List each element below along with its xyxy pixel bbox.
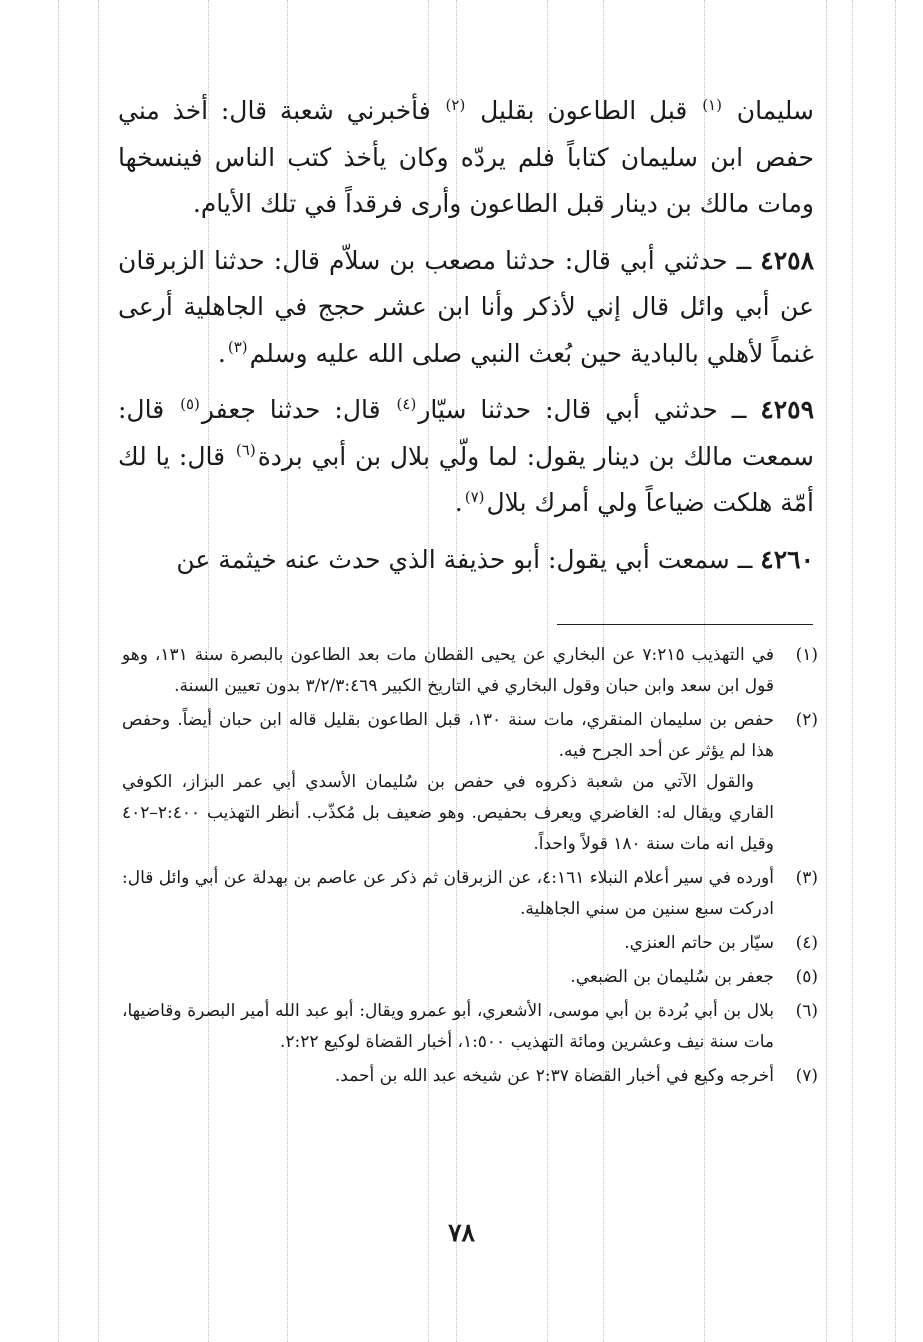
footnote-ref-7[interactable]: (٧) (464, 487, 485, 506)
footnote-text: في التهذيب ٧:٢١٥ عن البخاري عن يحيى القطان مات بعد الطاعون بالبصرة سنة ١٣١، وهو قول ابن سعد وابن حبان وقول البخاري في التاريخ الكبير ٣/٢/٣:٤٦٩ بدون تعيين السنة. (122, 645, 775, 696)
text-run: ــ سمعت أبي يقول: أبو حذيفة الذي حدث عنه خيثمة عن (176, 544, 753, 574)
scan-guide-line (826, 0, 827, 1342)
text-run: . (217, 338, 226, 368)
footnote-ref-5[interactable]: (٥) (180, 394, 200, 413)
footnote-text: حفص بن سليمان المنقري، مات سنة ١٣٠، قبل الطاعون بقليل قاله ابن حبان أيضاً. وحفص هذا لم يؤثر عن أحد الجرح فيه. (122, 710, 774, 761)
footnote-body (122, 863, 774, 925)
page-number: ٧٨ (448, 1218, 475, 1247)
text-run: ــ حدثني أبي قال: حدثنا سيّار (418, 395, 747, 424)
footnote-4 (122, 928, 818, 959)
paragraph-continuation (118, 88, 814, 228)
text-run: قال: سمعت مالك بن دينار يقول: لما ولّي بلال بن أبي بردة (118, 395, 815, 471)
footnote-ref-6[interactable]: (٦) (235, 441, 256, 460)
scan-guide-line (98, 0, 99, 1342)
text-run: قبل الطاعون بقليل (480, 96, 688, 125)
footnote-5 (122, 962, 818, 993)
footnote-text: والقول الآتي من شعبة ذكروه في حفص بن سُليمان الأسدي أبي عمر البزاز، الكوفي القاري ويقال له: الغاضري ويعرف بحفيص. وهو ضعيف بل مُكذّب. أنظر التهذيب ٢:٤٠٠–٤٠٢ وقيل انه مات سنة ١٨٠ قولاً واحداً. (122, 772, 774, 854)
text-run: فأخبرني شعبة قال: أخذ مني حفص ابن سليمان كتاباً فلم يردّه وكان يأخذ كتب الناس فينسخها ومات مالك بن دينار قبل الطاعون وأرى فرقداً في تلك الأيام. (118, 96, 814, 218)
text-run: قال: يا لك أمّة هلكت ضياعاً ولي أمرك بلال (118, 441, 814, 517)
footnote-ref-1[interactable]: (١) (702, 95, 722, 114)
hadith-4260 (118, 537, 814, 584)
footnote-marker: (٣) (795, 868, 818, 888)
hadith-number: ٤٢٥٩ (760, 395, 815, 424)
footnote-body (122, 705, 774, 860)
hadith-4258 (118, 238, 814, 378)
footnote-body (122, 640, 774, 702)
footnote-marker: (٦) (795, 1001, 818, 1021)
footnote-separator (557, 624, 813, 625)
footnote-marker: (٥) (795, 967, 818, 987)
footnote-7 (122, 1061, 818, 1092)
hadith-number: ٤٢٦٠ (760, 544, 814, 574)
text-run: سليمان (736, 96, 814, 125)
footnote-3 (122, 863, 818, 925)
hadith-4259 (118, 387, 814, 527)
text-run: قال: حدثنا جعفر (201, 395, 381, 424)
scan-guide-line (58, 0, 59, 1342)
footnote-1 (122, 640, 818, 702)
hadith-number: ٤٢٥٨ (760, 245, 814, 275)
footnote-text: سيّار بن حاتم العنزي. (624, 933, 774, 953)
text-run: ــ حدثني أبي قال: حدثنا مصعب بن سلاّم قال: حدثنا الزبرقان عن أبي وائل قال إني لأذكر وأنا ابن عشر حجج في الجاهلية أرعى غنماً لأهلي بالبادية حين بُعث النبي صلى الله عليه وسلم (118, 245, 814, 368)
footnotes (122, 640, 818, 1095)
text-run: . (454, 488, 463, 517)
footnote-text: جعفر بن سُليمان بن الضبعي. (570, 967, 774, 987)
footnote-6 (122, 996, 818, 1058)
footnote-marker: (٧) (795, 1066, 818, 1086)
footnote-2 (122, 705, 818, 860)
scan-guide-line (852, 0, 853, 1342)
footnote-marker: (٤) (795, 933, 818, 953)
footnote-text: أورده في سير أعلام النبلاء ٤:١٦١، عن الزبرقان ثم ذكر عن عاصم بن بهدلة عن أبي وائل قال: ادركت سبع سنين من سني الجاهلية. (122, 868, 774, 919)
main-text (118, 88, 814, 583)
footnote-body (122, 962, 774, 993)
footnote-body (122, 996, 774, 1058)
scan-guide-line (895, 0, 896, 1342)
footnote-body (122, 1061, 774, 1092)
footnote-text: أخرجه وكيع في أخبار القضاة ٢:٣٧ عن شيخه عبد الله بن أحمد. (334, 1066, 774, 1086)
footnote-ref-3[interactable]: (٣) (227, 338, 248, 357)
footnote-marker: (٢) (795, 710, 818, 730)
footnote-marker: (١) (795, 645, 818, 665)
footnote-text: بلال بن أبي بُردة بن أبي موسى، الأشعري، أبو عمرو ويقال: أبو عبد الله أمير البصرة وقاضيها، مات سنة نيف وعشرين ومائة التهذيب ١:٥٠٠، أخبار القضاة لوكيع ٢:٢٢. (122, 1001, 774, 1052)
footnote-ref-4[interactable]: (٤) (396, 394, 417, 413)
footnote-ref-2[interactable]: (٢) (445, 95, 466, 114)
footnote-body (122, 928, 774, 959)
